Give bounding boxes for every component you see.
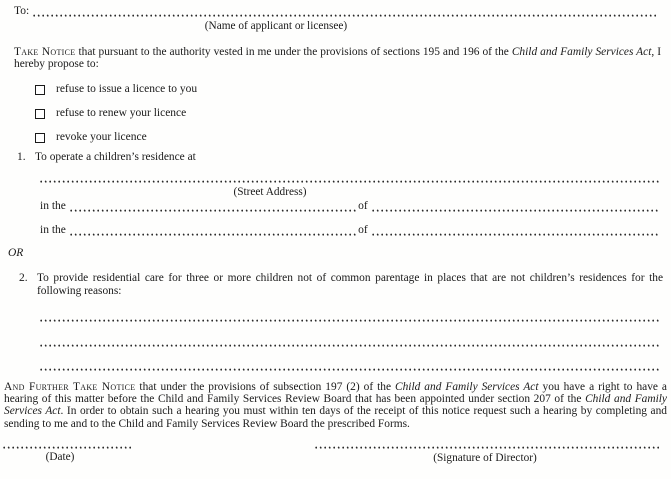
of-label-1: of: [358, 200, 368, 212]
checkbox-refuse-issue[interactable]: [35, 85, 45, 95]
or-label: OR: [8, 247, 24, 259]
item-2-number: 2.: [19, 272, 28, 284]
item-2-text: To provide residential care for three or more children not of common parentage in places that are not children’s residences for the following reasons:: [37, 272, 663, 297]
option-refuse-issue: [35, 83, 197, 96]
street-address-caption: (Street Address): [233, 186, 307, 198]
date-input-line[interactable]: [3, 446, 133, 449]
act-title-2: Child and Family Services Act: [395, 381, 539, 393]
municipality-name-input-1[interactable]: [372, 209, 658, 212]
further-text-3: . In order to obtain such a hearing you must within ten days of the receipt of this notice request such a hearing by completing and sending to me and to the Child and Family Services Review Board the prescribed Forms.: [4, 405, 667, 430]
act-title-3: Child and Family Services Act: [4, 393, 667, 418]
option-refuse-renew-label: refuse to renew your licence: [56, 107, 187, 119]
of-label-2: of: [358, 224, 368, 236]
take-notice-lead: Take Notice: [14, 46, 76, 58]
municipality-line-2: [40, 224, 660, 237]
checkbox-revoke[interactable]: [35, 133, 45, 143]
reasons-input-line-3[interactable]: [40, 368, 660, 371]
in-the-label-2: in the: [40, 224, 66, 236]
further-text-1: that under the provisions of subsection 197 (2) of the: [135, 381, 395, 393]
option-refuse-issue-label: refuse to issue a licence to you: [56, 83, 198, 95]
intro-paragraph: [14, 46, 661, 70]
to-line-row: [14, 5, 660, 18]
municipality-name-input-2[interactable]: [372, 233, 658, 236]
date-caption: (Date): [45, 451, 75, 463]
signature-input-line[interactable]: [315, 446, 660, 449]
to-label: To:: [14, 5, 30, 17]
item-1-number: 1.: [17, 151, 26, 163]
in-the-label-1: in the: [40, 200, 66, 212]
municipality-type-input-1[interactable]: [70, 209, 356, 212]
signature-caption: (Signature of Director): [433, 452, 537, 464]
further-take-notice-lead: And Further Take Notice: [4, 381, 136, 393]
further-notice-paragraph: [4, 381, 667, 430]
checkbox-refuse-renew[interactable]: [35, 109, 45, 119]
option-revoke-label: revoke your licence: [56, 131, 147, 143]
item-1-text: To operate a children’s residence at: [35, 151, 196, 163]
item-2: [19, 272, 663, 298]
reasons-input-line-2[interactable]: [40, 344, 660, 347]
intro-text-1: that pursuant to the authority vested in me under the provisions of sections 195 and 196 of the: [75, 46, 512, 58]
act-title: Child and Family Services Act: [511, 46, 652, 58]
further-text-2: you have a right to have a hearing of this matter before the Child and Family Services Review Board that has been appointed under section 207 of the: [4, 381, 667, 406]
option-refuse-renew: [35, 107, 186, 120]
option-revoke: [35, 131, 147, 144]
reasons-input-line-1[interactable]: [40, 319, 660, 322]
municipality-line-1: [40, 200, 660, 213]
name-input-line[interactable]: [33, 14, 658, 17]
item-1: [17, 151, 657, 164]
street-address-input-line[interactable]: [40, 180, 660, 183]
municipality-type-input-2[interactable]: [70, 233, 356, 236]
name-line-caption: (Name of applicant or licensee): [204, 20, 348, 32]
intro-text-2: , I hereby propose to:: [14, 46, 662, 71]
